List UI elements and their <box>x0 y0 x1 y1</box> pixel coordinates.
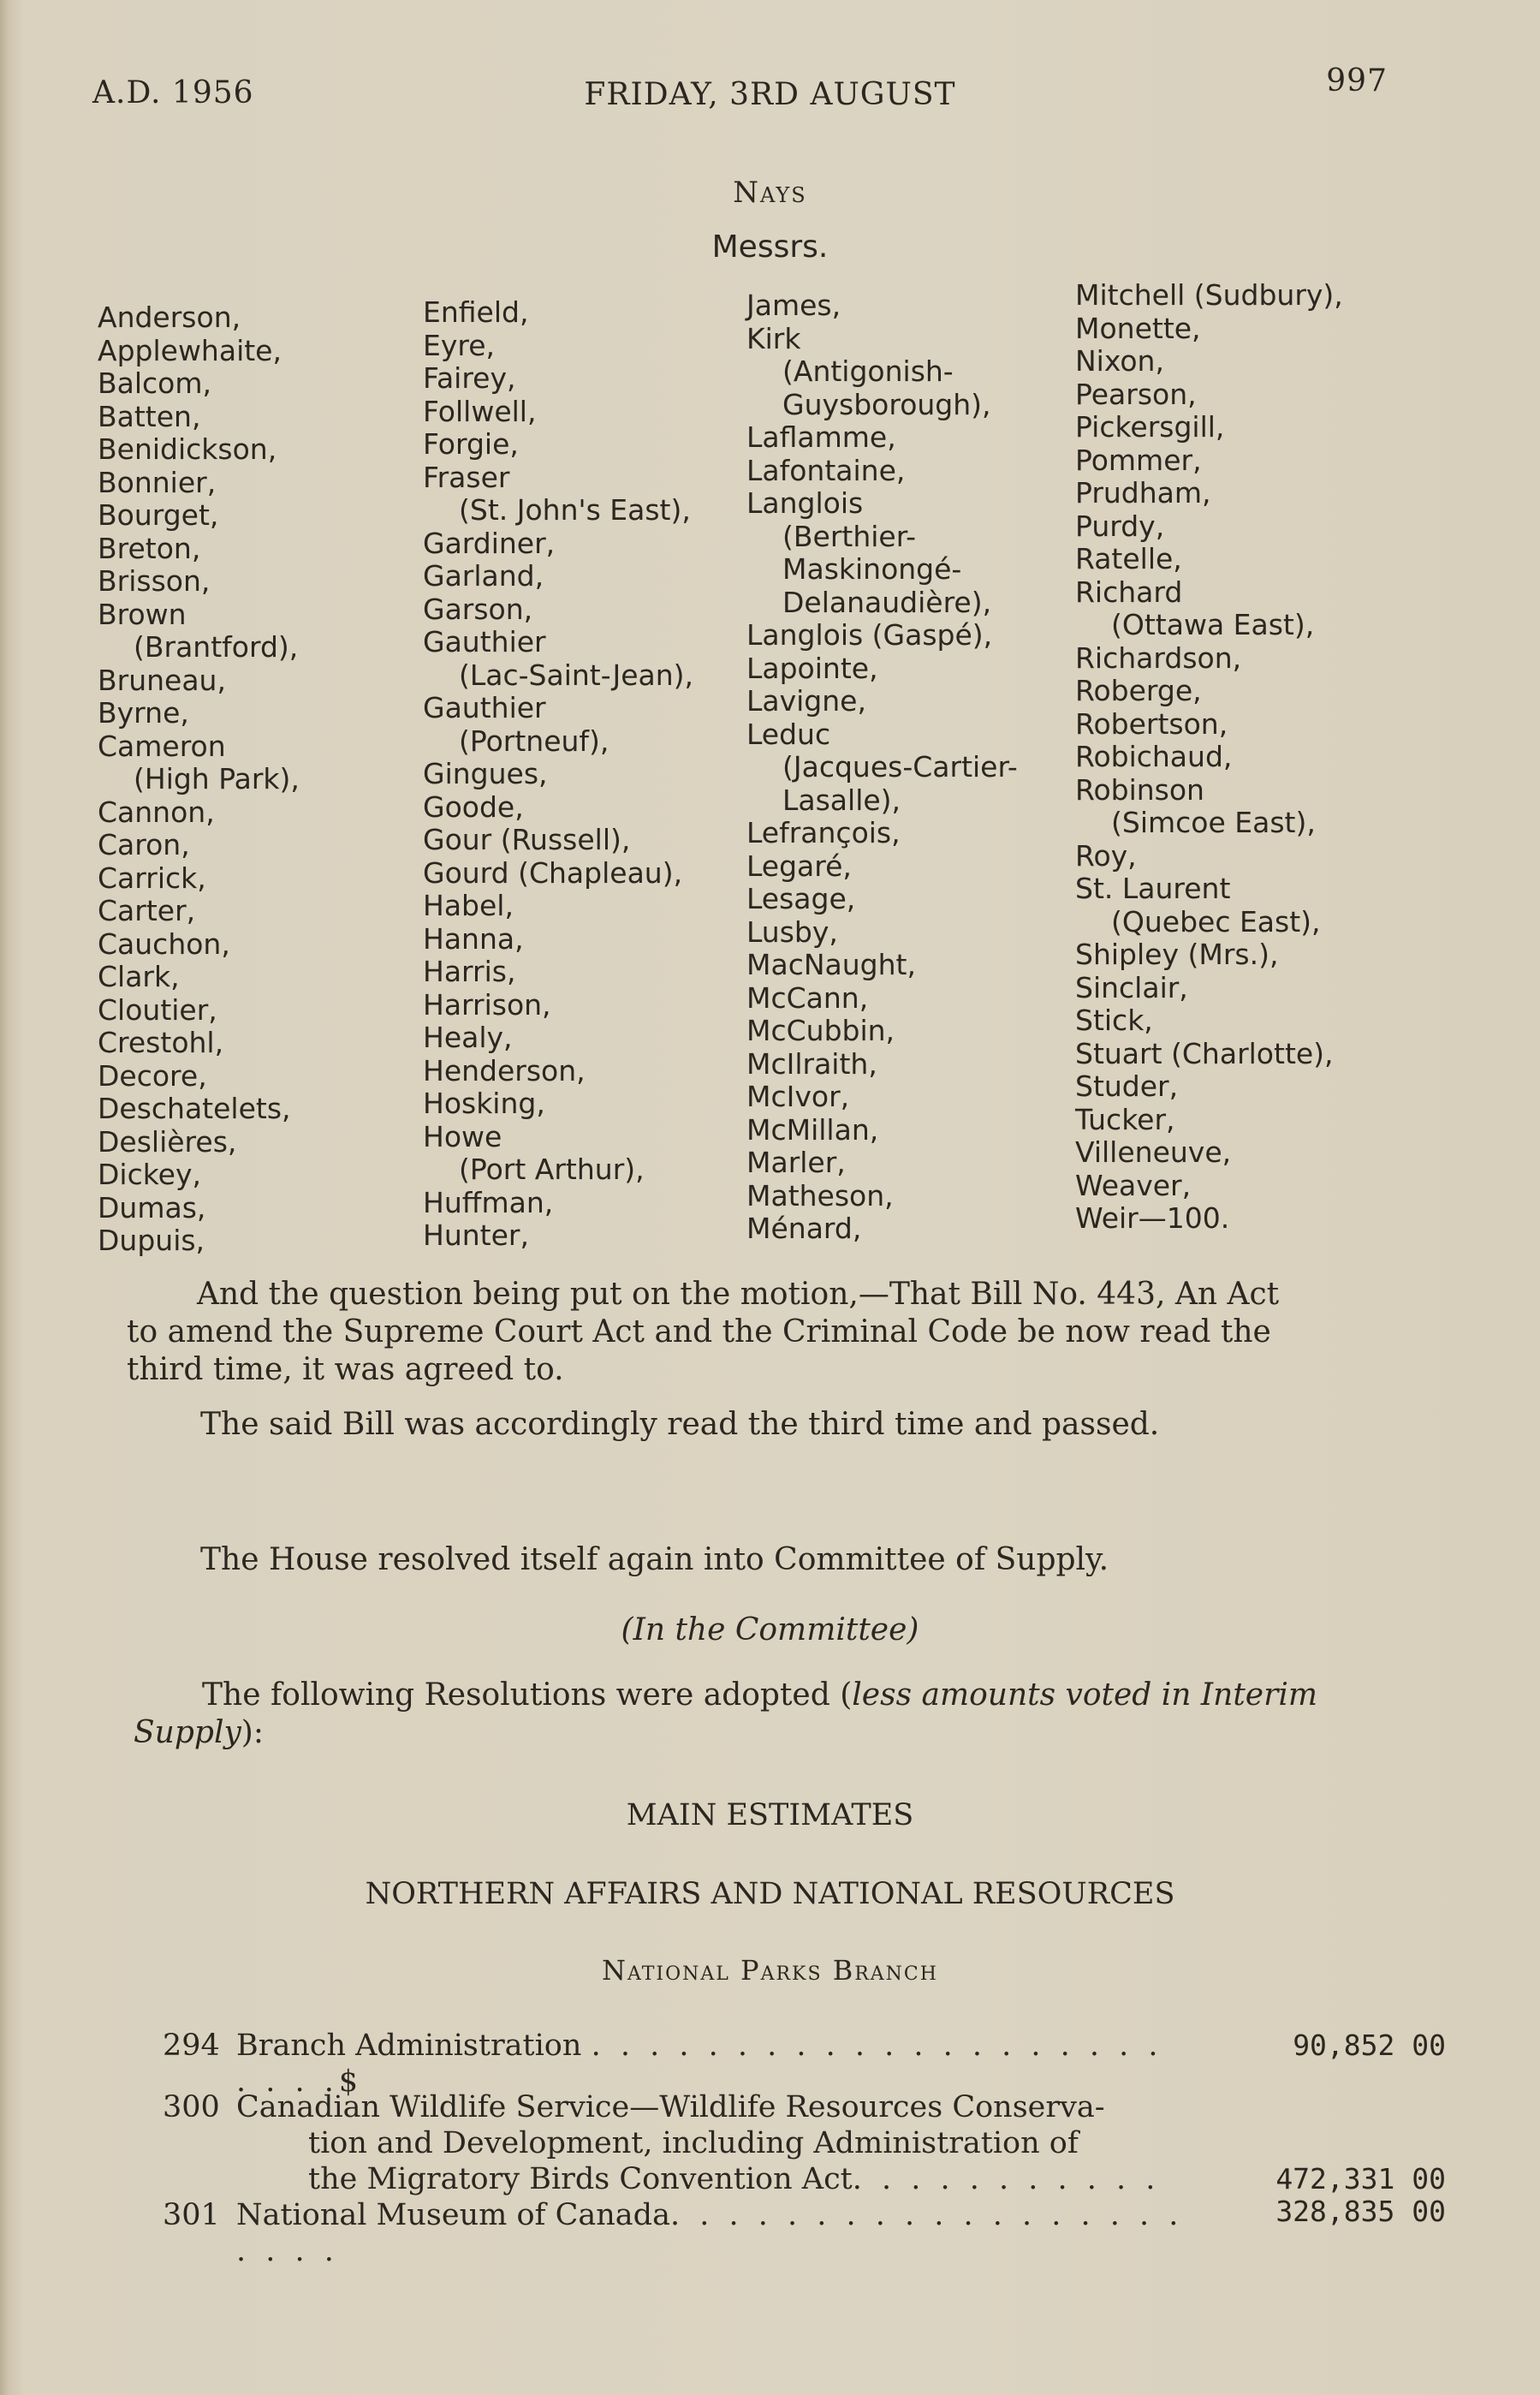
member-name: Weaver, <box>1075 1168 1192 1202</box>
estimate-number: 300 <box>163 2090 220 2124</box>
estimate-description <box>236 2089 1186 2197</box>
member-name: Stuart (Charlotte), <box>1075 1036 1334 1070</box>
member-name: Clark, <box>98 960 180 993</box>
names-column-1 <box>98 301 300 1258</box>
member-name: McIlraith, <box>746 1046 877 1081</box>
in-committee-text: (In the Committee) <box>621 1612 919 1647</box>
member-name: Cannon, <box>98 795 215 829</box>
member-name: Healy, <box>423 1021 513 1054</box>
member-name: Balcom, <box>98 366 211 400</box>
resolutions-italic: less amounts voted in Interim <box>852 1677 1317 1713</box>
member-name: Shipley (Mrs.), <box>1075 938 1279 971</box>
member-name: Carrick, <box>98 861 206 895</box>
member-constituency: (Brantford), <box>134 630 299 664</box>
member-name: Lusby, <box>746 915 838 949</box>
member-name: Studer, <box>1075 1069 1179 1103</box>
member-name: Brown <box>98 597 187 631</box>
committee-resolve-text: The House resolved itself again into Committee of Supply. <box>200 1542 1109 1577</box>
member-name: Fairey, <box>423 361 516 395</box>
member-name: Enfield, <box>423 295 529 329</box>
member-name: Fraser <box>423 460 510 494</box>
member-name: Pearson, <box>1075 377 1197 411</box>
member-name: Gourd (Chapleau), <box>423 855 683 890</box>
member-name: Follwell, <box>423 394 537 428</box>
member-name: Robertson, <box>1075 706 1228 741</box>
member-constituency: (Jacques-Cartier- <box>782 750 1018 783</box>
member-name: McCann, <box>746 980 869 1015</box>
resolutions-italic-2: Supply <box>134 1715 241 1750</box>
member-name: Robichaud, <box>1075 740 1233 773</box>
member-name: Byrne, <box>98 696 189 730</box>
member-name: Howe <box>423 1119 502 1153</box>
member-name: Carter, <box>98 894 196 927</box>
member-name: Deschatelets, <box>98 1092 291 1125</box>
member-name: Kirk <box>746 321 801 355</box>
member-name: Cauchon, <box>98 926 230 961</box>
estimate-leader-dots: . . . . . . . . . . . <box>852 2162 1161 2196</box>
member-constituency: Guysborough), <box>782 387 991 421</box>
member-name: Gour (Russell), <box>423 823 631 856</box>
member-name: Lafontaine, <box>746 453 906 487</box>
member-name: Robinson <box>1075 772 1204 807</box>
member-name: Lesage, <box>746 882 856 915</box>
member-name: Henderson, <box>423 1053 586 1087</box>
member-name: Dumas, <box>98 1190 206 1224</box>
estimate-line-2: tion and Development, including Administration of <box>308 2126 1079 2160</box>
member-name: Brisson, <box>98 564 211 598</box>
member-constituency: Delanaudière), <box>782 585 992 619</box>
question-line-3: third time, it was agreed to. <box>127 1352 564 1387</box>
estimate-line-3: the Migratory Birds Convention Act <box>308 2162 853 2196</box>
member-name: Gardiner, <box>423 526 556 560</box>
member-constituency: (High Park), <box>134 762 300 795</box>
member-name: Hosking, <box>423 1087 545 1120</box>
resolutions-start: The following Resolutions were adopted ( <box>202 1677 853 1713</box>
resolutions-paragraph <box>134 1677 1443 1752</box>
header-year: A.D. 1956 <box>92 75 254 110</box>
member-name: Eyre, <box>423 328 496 362</box>
member-name: Goode, <box>423 789 524 824</box>
member-name: Pommer, <box>1075 443 1202 477</box>
estimate-leader-dots: . . . . . . . . . . . . . . . . . . . . . . . .$ <box>236 2029 1163 2099</box>
estimate-description <box>236 2197 1186 2269</box>
question-paragraph <box>127 1276 1428 1389</box>
member-name: Pickersgill, <box>1075 410 1225 444</box>
member-name: Gingues, <box>423 757 548 790</box>
member-name: Applewhaite, <box>98 333 282 367</box>
resolutions-end: ): <box>241 1715 264 1750</box>
member-name: McMillan, <box>746 1112 879 1147</box>
member-name: Cameron <box>98 729 226 763</box>
member-name: McCubbin, <box>746 1014 895 1047</box>
member-name: Langlois <box>746 486 864 520</box>
messrs-label: Messrs. <box>711 229 829 265</box>
names-column-3 <box>746 289 1018 1246</box>
member-name: Nixon, <box>1075 344 1164 378</box>
member-name: Ménard, <box>746 1212 862 1245</box>
member-name: Purdy, <box>1075 509 1165 543</box>
member-constituency: (Lac-Saint-Jean), <box>459 658 694 692</box>
member-name: James, <box>746 289 841 322</box>
member-name: Harrison, <box>423 987 551 1022</box>
estimate-number: 294 <box>163 2029 220 2063</box>
estimate-amount: 472,331 00 <box>1275 2162 1446 2195</box>
member-name: Matheson, <box>746 1178 894 1212</box>
member-name: Prudham, <box>1075 476 1211 509</box>
member-constituency: (St. John's East), <box>459 493 691 527</box>
member-name: Gauthier <box>423 625 546 658</box>
member-name: Villeneuve, <box>1075 1135 1232 1169</box>
estimate-leader-dots: . . . . . . . . . . . . . . . . . . . . . . <box>236 2198 1184 2268</box>
member-name: Benidickson, <box>98 432 277 466</box>
member-name: Anderson, <box>98 301 241 334</box>
member-name: Mitchell (Sudbury), <box>1075 278 1343 312</box>
nays-title: Nays <box>733 176 807 210</box>
member-name: Legaré, <box>746 849 852 883</box>
member-name: Cloutier, <box>98 992 217 1027</box>
member-name: Breton, <box>98 531 201 565</box>
member-name: Lefrançois, <box>746 816 901 849</box>
member-name: Bruneau, <box>98 663 226 697</box>
member-name: Sinclair, <box>1075 970 1188 1004</box>
member-constituency: (Port Arthur), <box>459 1153 645 1186</box>
member-constituency: Maskinongé- <box>782 552 962 586</box>
department-heading: NORTHERN AFFAIRS AND NATIONAL RESOURCES <box>365 1877 1175 1911</box>
member-constituency: (Portneuf), <box>459 724 609 758</box>
member-constituency: (Berthier- <box>782 519 917 553</box>
member-name: Hanna, <box>423 921 524 956</box>
member-constituency: (Ottawa East), <box>1111 608 1315 641</box>
member-name: Ratelle, <box>1075 542 1182 575</box>
member-constituency: (Quebec East), <box>1111 904 1321 938</box>
member-name: Caron, <box>98 828 190 861</box>
member-name: Harris, <box>423 955 516 988</box>
member-name: Crestohl, <box>98 1026 224 1059</box>
member-name: Marler, <box>746 1146 846 1179</box>
question-line-2: to amend the Supreme Court Act and the Criminal Code be now read the <box>127 1314 1271 1349</box>
member-name: Laflamme, <box>746 420 896 454</box>
member-constituency: Lasalle), <box>782 783 901 817</box>
estimate-line-1: National Museum of Canada <box>236 2198 670 2232</box>
member-name: Lavigne, <box>746 684 866 718</box>
bill-passed-text: The said Bill was accordingly read the third time and passed. <box>200 1407 1160 1442</box>
member-name: Langlois (Gaspé), <box>746 618 993 652</box>
member-name: Roy, <box>1075 838 1137 873</box>
member-name: Forgie, <box>423 427 519 461</box>
member-name: McIvor, <box>746 1080 850 1113</box>
branch-heading: National Parks Branch <box>602 1954 938 1987</box>
member-constituency: (Antigonish- <box>782 354 954 388</box>
member-name: Bonnier, <box>98 465 217 499</box>
estimate-line-1: Canadian Wildlife Service—Wildlife Resources Conserva- <box>236 2090 1105 2124</box>
member-name: Weir—100. <box>1075 1201 1230 1235</box>
estimate-number: 301 <box>163 2198 220 2232</box>
member-name: Leduc <box>746 717 831 751</box>
header-date: FRIDAY, 3RD AUGUST <box>584 77 956 112</box>
estimate-amount: 90,852 00 <box>1293 2029 1446 2062</box>
member-name: Roberge, <box>1075 674 1202 707</box>
member-name: Garson, <box>423 592 533 626</box>
main-estimates-heading: MAIN ESTIMATES <box>626 1798 914 1832</box>
question-line-1: And the question being put on the motion,—That Bill No. 443, An Act <box>197 1277 1280 1312</box>
member-name: Hunter, <box>423 1218 529 1252</box>
estimate-amount: 328,835 00 <box>1275 2195 1446 2228</box>
member-name: Batten, <box>98 399 201 433</box>
member-name: Tucker, <box>1075 1102 1175 1136</box>
member-name: Huffman, <box>423 1185 554 1219</box>
member-name: Lapointe, <box>746 651 878 685</box>
member-name: Bourget, <box>98 498 219 532</box>
member-name: Dickey, <box>98 1158 201 1191</box>
names-column-2 <box>423 296 693 1253</box>
estimate-line-1: Branch Administration <box>236 2029 582 2063</box>
member-name: Deslières, <box>98 1124 237 1159</box>
member-name: Stick, <box>1075 1004 1153 1037</box>
member-name: MacNaught, <box>746 948 916 981</box>
member-name: Richardson, <box>1075 640 1242 675</box>
member-name: Richard <box>1075 575 1183 609</box>
member-name: Gauthier <box>423 691 546 724</box>
member-name: Habel, <box>423 889 514 922</box>
member-name: Decore, <box>98 1058 207 1093</box>
page-number: 997 <box>1326 63 1388 98</box>
member-name: Garland, <box>423 559 544 593</box>
member-name: St. Laurent <box>1075 872 1231 905</box>
member-name: Dupuis, <box>98 1224 205 1257</box>
names-column-4 <box>1075 279 1343 1236</box>
member-constituency: (Simcoe East), <box>1111 806 1316 839</box>
member-name: Monette, <box>1075 311 1201 345</box>
